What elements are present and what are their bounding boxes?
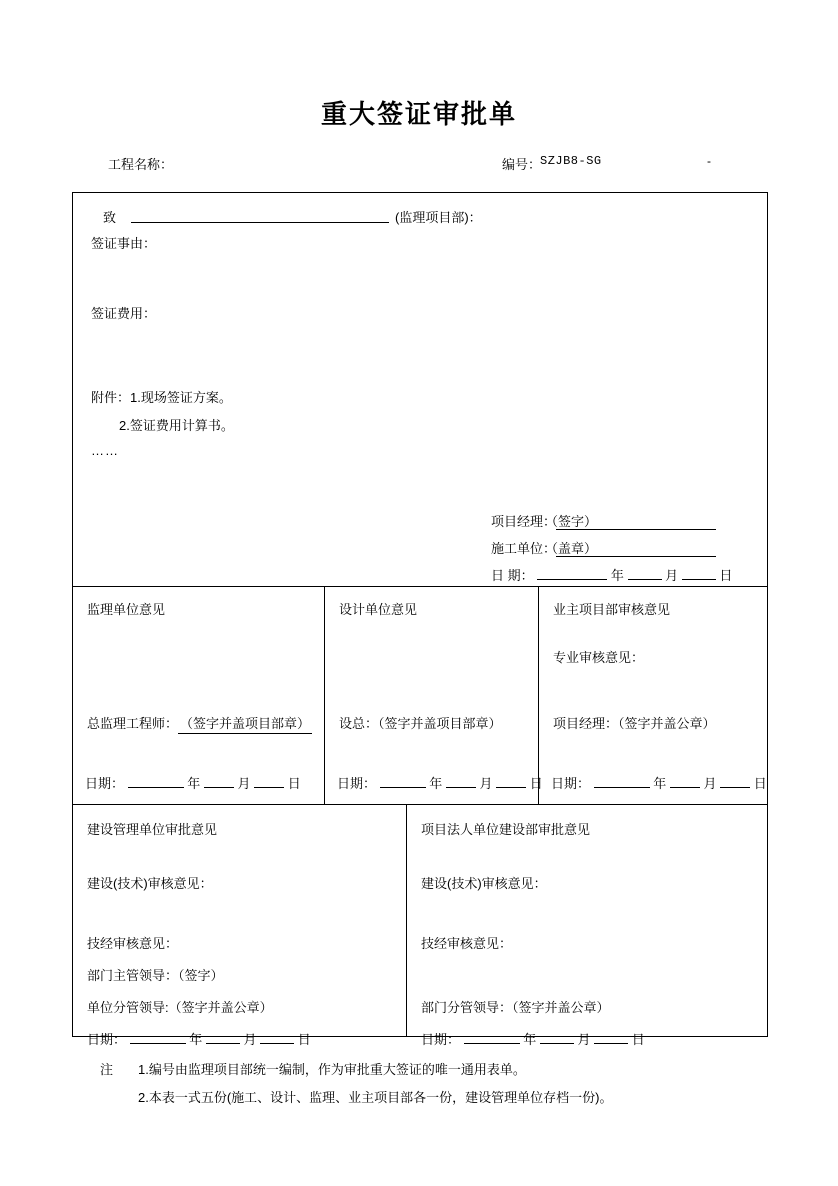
applicant-date-month-unit: 月 (665, 568, 679, 583)
project-manager-line (491, 511, 716, 538)
addressee-prefix: 致 (103, 210, 117, 225)
construction-mgmt-date-label: 日期： (87, 1032, 127, 1047)
design-signer-label: 设总：（签字并盖项目部章） (339, 716, 502, 731)
approvals-section (73, 804, 767, 1047)
construction-unit-label: 施工单位： (491, 541, 557, 556)
legal-entity-head: 项目法人单位建设部审批意见 (421, 822, 591, 837)
owner-date-month-input[interactable] (670, 787, 700, 788)
supervision-date-line (85, 773, 301, 792)
owner-date-day-unit: 日 (753, 776, 767, 791)
owner-date-day-input[interactable] (720, 787, 750, 788)
legal-entity-date-month-unit: 月 (577, 1032, 591, 1047)
design-opinion-head: 设计单位意见 (339, 602, 418, 617)
design-date-month-input[interactable] (446, 787, 476, 788)
legal-entity-date-year-unit: 年 (523, 1032, 537, 1047)
construction-mgmt-date-year-input[interactable] (130, 1043, 186, 1044)
project-manager-label: 项目经理： (491, 514, 557, 529)
owner-date-year-input[interactable] (594, 787, 650, 788)
design-date-line (337, 773, 543, 792)
applicant-section (73, 193, 767, 586)
owner-date-line (551, 773, 767, 792)
notes-label: 注 (100, 1062, 114, 1077)
page-title: 重大签证审批单 (320, 99, 517, 129)
note-1: 1.编号由监理项目部统一编制，作为审批重大签证的唯一通用表单。 (138, 1062, 526, 1077)
supervision-date-month-input[interactable] (204, 787, 234, 788)
supervision-signer-line (87, 713, 312, 734)
legal-entity-date-day-input[interactable] (594, 1043, 628, 1044)
construction-mgmt-date-day-input[interactable] (260, 1043, 294, 1044)
owner-opinion-column (539, 587, 767, 804)
opinions-section (73, 586, 767, 804)
design-date-year-input[interactable] (380, 787, 426, 788)
construction-mgmt-line-2: 技经审核意见： (87, 936, 179, 951)
reason-label: 签证事由： (91, 236, 157, 251)
design-date-day-unit: 日 (529, 776, 543, 791)
legal-entity-column (407, 805, 767, 1047)
supervision-date-day-unit: 日 (287, 776, 301, 791)
supervision-signer-label: 总监理工程师： (87, 716, 179, 731)
supervision-date-day-input[interactable] (254, 787, 284, 788)
supervision-date-month-unit: 月 (237, 776, 251, 791)
construction-mgmt-line-3: 部门主管领导：（签字） (87, 968, 224, 983)
supervision-date-label: 日期： (85, 776, 125, 791)
applicant-date-year-input[interactable] (537, 579, 607, 580)
design-date-day-input[interactable] (496, 787, 526, 788)
legal-entity-line-1: 建设(技术)审核意见： (421, 876, 547, 891)
project-manager-value: （签字） (545, 514, 598, 529)
design-date-year-unit: 年 (429, 776, 443, 791)
legal-entity-date-month-input[interactable] (540, 1043, 574, 1044)
construction-mgmt-date-day-unit: 日 (297, 1032, 311, 1047)
attachment-label-1: 附件：1.现场签证方案。 (91, 390, 232, 405)
owner-opinion-head: 业主项目部审核意见 (553, 602, 671, 617)
supervision-opinion-head: 监理单位意见 (87, 602, 166, 617)
legal-entity-date-line (421, 1029, 645, 1048)
construction-mgmt-head: 建设管理单位审批意见 (87, 822, 218, 837)
supervision-date-year-input[interactable] (128, 787, 184, 788)
addressee-blank[interactable] (131, 222, 389, 223)
construction-unit-value: （盖章） (545, 541, 598, 556)
owner-date-year-unit: 年 (653, 776, 667, 791)
construction-unit-line (491, 538, 716, 565)
legal-entity-line-2: 技经审核意见： (421, 936, 513, 951)
addressee-line (89, 207, 751, 227)
applicant-date-year-unit: 年 (610, 568, 624, 583)
owner-signer-label: 项目经理：（签字并盖公章） (553, 716, 716, 731)
legal-entity-date-year-input[interactable] (464, 1043, 520, 1044)
construction-mgmt-date-month-input[interactable] (206, 1043, 240, 1044)
legal-entity-line-3: 部门分管领导：（签字并盖公章） (421, 1000, 610, 1015)
supervision-opinion-column (73, 587, 325, 804)
applicant-date-day-input[interactable] (682, 579, 716, 580)
applicant-date-month-input[interactable] (628, 579, 662, 580)
code-dash: - (707, 154, 711, 168)
form-table (72, 192, 768, 1047)
owner-date-label: 日期： (551, 776, 591, 791)
design-date-label: 日期： (337, 776, 377, 791)
addressee-suffix: (监理项目部)： (395, 210, 482, 225)
header-row (72, 154, 772, 174)
supervision-date-year-unit: 年 (187, 776, 201, 791)
construction-mgmt-column (73, 805, 407, 1047)
construction-mgmt-date-line (87, 1029, 311, 1048)
applicant-date-day-unit: 日 (719, 568, 733, 583)
construction-mgmt-line-4: 单位分管领导:（签字并盖公章） (87, 1000, 273, 1015)
owner-sub-head: 专业审核意见： (553, 650, 645, 665)
owner-date-month-unit: 月 (703, 776, 717, 791)
construction-mgmt-line-1: 建设(技术)审核意见： (87, 876, 213, 891)
ellipsis-label: …… (91, 443, 119, 458)
note-2: 2.本表一式五份(施工、设计、监理、业主项目部各一份，建设管理单位存档一份)。 (138, 1090, 613, 1105)
applicant-date-line (491, 565, 732, 584)
design-opinion-column (325, 587, 543, 804)
code-value: SZJB8-SG (540, 154, 602, 168)
applicant-signature-block (491, 511, 716, 565)
legal-entity-date-day-unit: 日 (631, 1032, 645, 1047)
construction-mgmt-date-year-unit: 年 (189, 1032, 203, 1047)
project-name-label: 工程名称： (108, 157, 174, 172)
supervision-signer-value[interactable]: （签字并盖项目部章） (178, 713, 312, 734)
legal-entity-date-label: 日期： (421, 1032, 461, 1047)
code-label: 编号： (502, 157, 542, 172)
attachment-label-2: 2.签证费用计算书。 (119, 418, 234, 433)
applicant-date-label: 日 期： (491, 568, 534, 583)
cost-label: 签证费用： (91, 306, 157, 321)
design-date-month-unit: 月 (479, 776, 493, 791)
construction-mgmt-date-month-unit: 月 (243, 1032, 257, 1047)
